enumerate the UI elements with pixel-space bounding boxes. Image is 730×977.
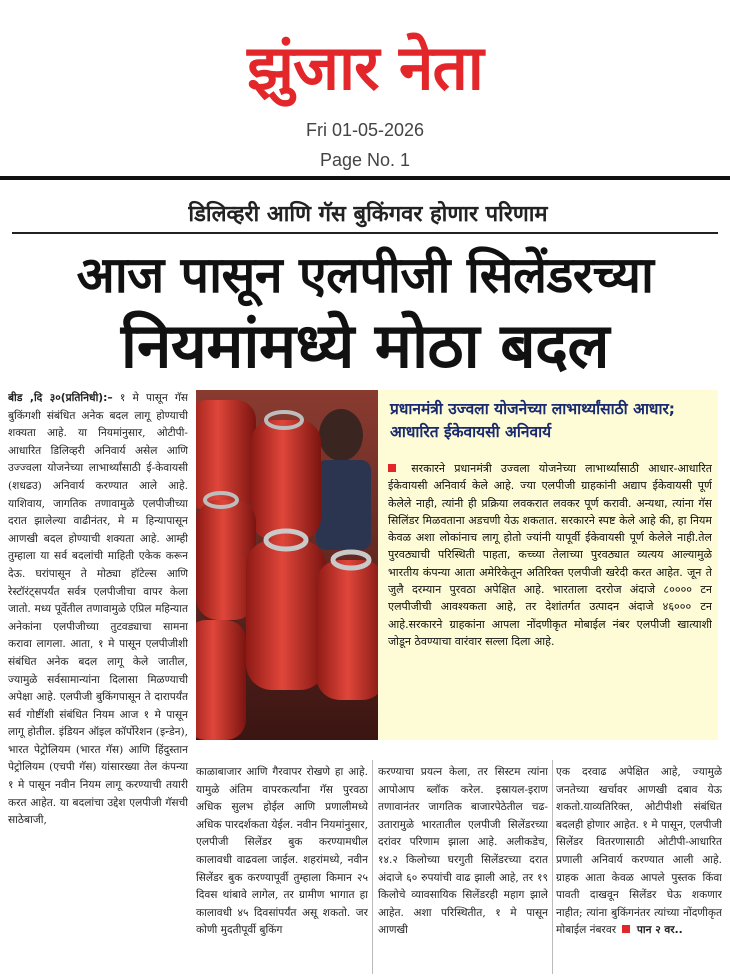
- lpg-cylinders-photo: [196, 390, 378, 740]
- info-box-title: प्रधानमंत्री उज्वला योजनेच्या लाभार्थ्यांसाठी आधार; आधारित ईकेवायसी अनिवार्य: [390, 400, 676, 441]
- bullet-icon: [388, 464, 396, 472]
- column-4-text: एक दरवाढ अपेक्षित आहे, ज्यामुळे जनतेच्या खर्चावर आणखी दबाव येऊ शकतो.याव्यतिरिक्त, ओटीपीशी संबंधित बदलही होणार आहेत. १ मे पासून, एलपीजी सिलेंडर वितरणासाठी ओटीपी-आधारित प्रणाली अनिवार्य करण्यात आली आहे. ग्राहक आता केवळ आपले पुस्तक किंवा पावती दाखवून सिलेंडर घेऊ शकणार नाहीत; त्यांना बुकिंगनंतर त्यांच्या नोंदणीकृत मोबाईल नंबरवर: [556, 766, 722, 937]
- info-box-body: सरकारने प्रधानमंत्री उज्वला योजनेच्या लाभार्थ्यांसाठी आधार-आधारित ईकेवायसी अनिवार्य केले आहे. ज्या एलपीजी ग्राहकांनी अद्याप ईकेवायसी पूर्ण केलेले नाही, त्यांनी ही प्रक्रिया लवकरात लवकर पूर्ण करावी. अन्यथा, त्यांना गॅस सिलिंडर मिळवताना अडचणी येऊ शकतात. सरकारने स्पष्ट केले आहे की, हा नियम केवळ अशा लोकांनाच लागू होतो ज्यांनी यापूर्वी ईकेवायसी पूर्ण केलेले नाही.तेल पुरवठ्याची परिस्थिती पाहता, कच्च्या तेलाच्या पुरवठ्यात व्यत्यय आल्यामुळे भारतीय कंपन्या आता अमेरिकेतून अतिरिक्त एलपीजी खरेदी करत आहेत. जून ते जुलै दरम्यान पुरवठा अपेक्षित आहे. भारताला दररोज अंदाजे ८०००० टन एलपीजीची आवश्यकता आहे, तर देशांतर्गत उत्पादन अंदाजे ४६००० टन आहे.सरकारने ग्राहकांना आपला नोंदणीकृत मोबाईल नंबर एलपीजी खात्याशी जोडून ठेवण्याचा वारंवार सल्ला दिला आहे.: [388, 462, 712, 648]
- article-column-3: करण्याचा प्रयत्न केला, तर सिस्टम त्यांना आपोआप ब्लॉक करेल. इस्रायल-इराण तणावानंतर जागतिक बाजारपेठेतील चढ-उतारामुळे भारतातील एलपीजी सिलेंडरच्या दरांवर परिणाम झाला आहे. अलीकडेच, १४.२ किलोच्या घरगुती सिलेंडरच्या दरात अंदाजे ६० रुपयांची वाढ झाली आहे, तर १९ किलोचे व्यावसायिक सिलेंडरही महाग झाले आहेत. अशा परिस्थितीत, १ मे पासून आणखी: [378, 766, 548, 937]
- masthead-divider: [0, 176, 730, 180]
- continued-on-page-link[interactable]: पान २ वर..: [636, 924, 683, 937]
- article-column-2: काळाबाजार आणि गैरवापर रोखणे हा आहे. यामुळे अंतिम वापरकर्त्यांना गॅस पुरवठा अधिक सुलभ होईल आणि प्रणालीमध्ये अधिक पारदर्शकता येईल. नवीन नियमांनुसार, एलपीजी सिलेंडर बुक करण्यामधील कालावधी वाढवला जाईल. शहरांमध्ये, नवीन सिलेंडर बुक करण्यापूर्वी तुम्हाला किमान २५ दिवस थांबावे लागेल, तर ग्रामीण भागात हा कालावधी ४५ दिवसांपर्यंत असू शकतो. जर कोणी मुदतीपूर्वी बुकिंग: [196, 766, 368, 937]
- article-column-1: [8, 390, 188, 975]
- dateline: बीड ,दि ३०(प्रतिनिधी):–: [8, 392, 113, 404]
- masthead: [0, 0, 730, 178]
- edition-date: Fri 01-05-2026: [305, 120, 425, 140]
- page-number: Page No. 1: [319, 150, 411, 170]
- newspaper-logo: झुंजार नेता: [247, 31, 483, 104]
- column-divider: [552, 760, 553, 974]
- info-box-text: [388, 460, 712, 738]
- column-1-text: १ मे पासून गॅस बुकिंगशी संबंधित अनेक बदल लागू होण्याची शक्यता आहे. या नियमांनुसार, ओटीपी-आधारित डिलिव्हरी अनिवार्य असेल आणि उज्ज्वला योजनेच्या लाभार्थ्यांसाठी ई-केवायसी (शधढउ) अनिवार्य करण्यात आले आहे. याशिवाय, जागतिक तणावामुळे एलपीजीच्या दरात झालेल्या वाढीनंतर, मे म हिन्यापासून आणखी बदल होण्याची शक्यता आहे. आम्ही तुम्हाला या सर्व बदलांची माहिती एकेक करून देऊ. घरांपासून ते मोठ्या हॉटेल्स आणि रेस्टॉरंट्सपर्यंत सर्वत्र एलपीजीचा वापर केला जातो. मध्य पूर्वेतील तणावामुळे एप्रिल महिन्यात अनेकांना एलपीजीच्या तुटवड्याचा सामना करावा लागला. आता, १ मे पासून एलपीजीशी संबंधित अनेक बदल लागू केले जातील, ज्यामुळे सर्वसामान्यांना दिलासा मिळण्याची अपेक्षा आहे. एलपीजी बुकिंगपासून ते दारापर्यंत सर्व गोष्टींशी संबंधित नियम आज १ मे पासून लागू होतील. इंडियन ऑइल कॉर्पोरेशन (इन्डेन), भारत पेट्रोलियम (भारत गॅस) आणि हिंदुस्तान पेट्रोलियम (एचपी गॅस) यांसारख्या तेल कंपन्या १ मे पासून नवीन नियम लागू करण्याची तयारी करत आहेत. या बदलांचा उद्देश एलपीजी गॅसची साठेबाजी,: [8, 392, 188, 827]
- info-box: [378, 390, 718, 740]
- column-divider: [372, 760, 373, 974]
- headline-line-1: आज पासून एलपीजी सिलेंडरच्या: [76, 246, 654, 304]
- article-kicker: डिलिव्हरी आणि गॅस बुकिंगवर होणार परिणाम: [188, 202, 548, 227]
- kicker-divider: [12, 232, 718, 234]
- headline-line-2: नियमांमध्ये मोठा बदल: [120, 309, 610, 382]
- article-column-4: [556, 764, 722, 974]
- continued-marker-icon: [622, 925, 630, 933]
